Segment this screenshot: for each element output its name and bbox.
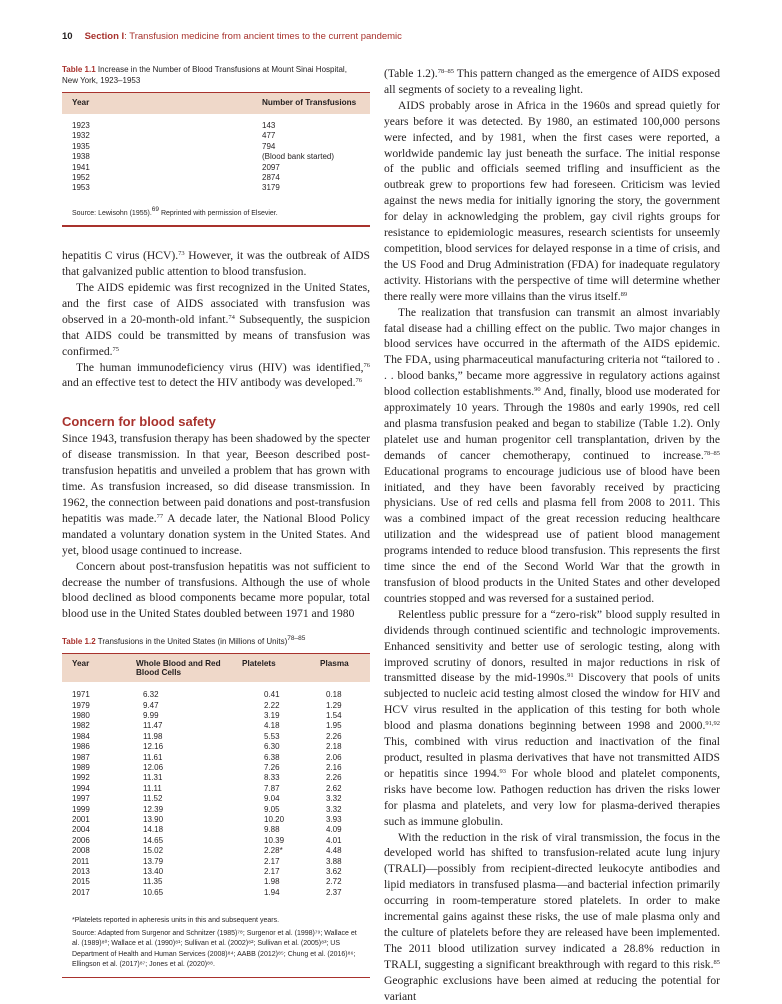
table-body <box>62 682 370 907</box>
column-header-whole-blood: Whole Blood and Red Blood Cells <box>136 659 242 677</box>
table-source: Source: Adapted from Surgenor and Schnitzer (1985)⁷⁸; Surgenor et al. (1998)⁷⁹; Wallace et al. (1989)⁸⁰; Wallace et al. (1990)⁸¹; Sullivan et al. (2002)⁸²; Sullivan et al. (2005)⁸³; US Department of Health and Human Services (2008)⁸⁴; AABB (2012)⁸⁵; Chung et al. (2016)⁸⁶; Ellingson et al. (2017)⁸⁷; Jones et al. (2020)⁸⁸. <box>72 929 360 971</box>
table-cell: 1979 <box>72 701 136 711</box>
table-cell: 11.35 <box>136 877 242 887</box>
citation: 91 <box>567 672 574 679</box>
table-cell: 2097 <box>262 163 360 173</box>
table-cell: (Blood bank started) <box>262 152 360 162</box>
paragraph-text: Educational programs to encourage judicious use of blood have been initiated, and they have been favorably received by practicing physicians. Use of red cells and plasma fell from 2008 to 2011. This was a combined impact of the great recession reducing healthcare utilization and the widespread use of patient blood management programs intended to reduce blood transfusion. This represents the first time since the end of the Second World War that the growth in transfusion of blood products in the United States and other developed countries stopped and was reversed for a sustained period. <box>384 465 720 605</box>
citation: 77 <box>157 513 164 520</box>
table-cell: 2017 <box>72 888 136 898</box>
table-cell: 2.18 <box>320 742 360 752</box>
table-cell: 1952 <box>72 173 262 183</box>
paragraph-text: The realization that transfusion can transmit an almost invariably fatal disease had a chilling effect on the public. Two major changes in blood services have occurred in the aftermath of the AIDS epidemic. The FDA, using pharmaceutical manufacturing criteria not “tailored to . . . blood banks,” became more aggressive in regulatory actions against blood collection establishments. <box>384 306 720 399</box>
table-row <box>72 173 360 183</box>
paragraph-text: Concern about post-transfusion hepatitis was not sufficient to decrease the number of transfusions. Although the use of whole blood declined as blood components became more popular, total blood use in the United States doubled between 1971 and 1980 <box>62 560 370 621</box>
table-1-1 <box>62 92 370 227</box>
table-cell: 2006 <box>72 836 136 846</box>
citation: 76 <box>356 377 363 384</box>
table-cell: 2.17 <box>242 867 320 877</box>
table-cell: 1.95 <box>320 721 360 731</box>
right-column <box>384 66 720 1004</box>
source-ref: 69 <box>152 206 159 213</box>
table-cell: 1987 <box>72 753 136 763</box>
table-row <box>72 836 360 846</box>
table-row <box>72 742 360 752</box>
table-header <box>62 93 370 114</box>
table-cell: 1.98 <box>242 877 320 887</box>
paragraph <box>62 248 370 280</box>
table-cell: 14.18 <box>136 825 242 835</box>
citation: 74 <box>228 314 235 321</box>
table-row <box>72 867 360 877</box>
table-1-2-notes <box>62 907 370 977</box>
table-cell: 1938 <box>72 152 262 162</box>
table-cell: 1992 <box>72 773 136 783</box>
table-row <box>72 846 360 856</box>
table-row <box>72 183 360 193</box>
citation: 78–85 <box>704 450 720 457</box>
table-row <box>72 805 360 815</box>
table-cell: 13.40 <box>136 867 242 877</box>
table-cell: 4.18 <box>242 721 320 731</box>
table-1-2-caption <box>62 636 370 647</box>
table-cell: 9.04 <box>242 794 320 804</box>
table-row <box>72 773 360 783</box>
column-header-year: Year <box>72 659 136 668</box>
table-cell: 10.65 <box>136 888 242 898</box>
table-row <box>72 163 360 173</box>
table-cell: 2.28* <box>242 846 320 856</box>
table-cell: 9.47 <box>136 701 242 711</box>
table-cell: 1986 <box>72 742 136 752</box>
table-cell: 4.48 <box>320 846 360 856</box>
table-cell: 5.53 <box>242 732 320 742</box>
table-cell: 2.26 <box>320 732 360 742</box>
citation: 78–85 <box>438 68 454 75</box>
paragraph <box>384 305 720 607</box>
table-cell: 3.62 <box>320 867 360 877</box>
table-cell: 2013 <box>72 867 136 877</box>
table-cell: 9.05 <box>242 805 320 815</box>
paragraph-text: Geographic exclusions have been aimed at reducing the potential for variant <box>384 974 720 1003</box>
table-row <box>72 825 360 835</box>
paragraph-text: hepatitis C virus (HCV). <box>62 249 178 262</box>
paragraph-text: Relentless public pressure for a “zero-risk” blood supply resulted in dividends through continued scientific and technologic improvements. Enhanced sensitivity and better use of serologic testing, along with improved scrutiny of donors, resulted in major reductions in risk of transmitted disease by the mid-1990s. <box>384 608 720 685</box>
table-row <box>72 877 360 887</box>
table-row <box>72 711 360 721</box>
table-cell: 2.72 <box>320 877 360 887</box>
table-cell: 2004 <box>72 825 136 835</box>
paragraph <box>62 280 370 360</box>
table-cell: 2015 <box>72 877 136 887</box>
citation: 90 <box>534 386 541 393</box>
table-cell: 12.39 <box>136 805 242 815</box>
paragraph-text: Discovery that pools of units subjected to nucleic acid testing almost closed the window for HIV and HCV virus resulted in the application of this testing for both whole blood and plasma donations beginning between 1998 and 2000. <box>384 671 720 732</box>
table-1-1-caption-text: Increase in the Number of Blood Transfusions at Mount Sinai Hospital, New York, 1923–1953 <box>62 65 347 85</box>
table-cell: 11.11 <box>136 784 242 794</box>
table-cell: 1997 <box>72 794 136 804</box>
column-header-transfusions: Number of Transfusions <box>262 96 360 110</box>
table-cell: 1932 <box>72 131 262 141</box>
paragraph <box>384 98 720 305</box>
table-cell: 6.38 <box>242 753 320 763</box>
section-label: Section I <box>85 31 125 42</box>
table-cell: 3179 <box>262 183 360 193</box>
table-row <box>72 888 360 898</box>
paragraph-text: This, combined with virus reduction and inactivation of the final product, resulted in plasma derivatives that have not transmitted AIDS or hepatitis since 1994. <box>384 735 720 780</box>
table-row <box>72 152 360 162</box>
page-number: 10 <box>62 31 73 42</box>
table-body <box>62 114 370 202</box>
paragraph-text: A decade later, the National Blood Policy mandated a voluntary donation system in the United States. And yet, blood usage continued to increase. <box>62 512 370 557</box>
table-1-2-caption-text: Transfusions in the United States (in Millions of Units) <box>98 637 288 646</box>
table-1-2 <box>62 653 370 977</box>
table-cell: 1999 <box>72 805 136 815</box>
table-cell: 2.22 <box>242 701 320 711</box>
citation: 91,92 <box>705 720 720 727</box>
table-cell: 15.02 <box>136 846 242 856</box>
citation: 89 <box>621 291 628 298</box>
table-cell: 1984 <box>72 732 136 742</box>
table-row <box>72 794 360 804</box>
section-heading: Concern for blood safety <box>62 414 370 429</box>
table-row <box>72 763 360 773</box>
running-header <box>62 31 402 42</box>
citation: 76 <box>364 362 371 369</box>
table-cell: 6.30 <box>242 742 320 752</box>
table-cell: 2.16 <box>320 763 360 773</box>
table-cell: 11.47 <box>136 721 242 731</box>
section-title: : Transfusion medicine from ancient times to the current pandemic <box>124 31 402 42</box>
table-cell: 1.54 <box>320 711 360 721</box>
table-cell: 11.52 <box>136 794 242 804</box>
paragraph <box>62 431 370 558</box>
table-cell: 1.29 <box>320 701 360 711</box>
column-header-plasma: Plasma <box>320 659 360 668</box>
table-cell: 3.32 <box>320 794 360 804</box>
citation: 73 <box>178 250 185 257</box>
table-row <box>72 142 360 152</box>
table-cell: 13.79 <box>136 857 242 867</box>
table-row <box>72 784 360 794</box>
table-1-1-source <box>62 202 370 227</box>
table-cell: 0.18 <box>320 690 360 700</box>
left-column <box>62 64 370 978</box>
table-cell: 10.39 <box>242 836 320 846</box>
paragraph <box>62 360 370 392</box>
table-cell: 3.32 <box>320 805 360 815</box>
citation: 75 <box>113 346 120 353</box>
source-text: Source: Lewisohn (1955). <box>72 210 152 217</box>
table-cell: 7.26 <box>242 763 320 773</box>
column-header-year: Year <box>72 96 262 110</box>
table-cell: 14.65 <box>136 836 242 846</box>
table-cell: 4.09 <box>320 825 360 835</box>
citation: 85 <box>714 959 721 966</box>
paragraph-text: For whole blood and platelet components, risks have become low. Pathogen reduction has driven the risks lower for plasma and platelets, and very low for plasma-derived therapies such as immune globulin. <box>384 767 720 828</box>
table-cell: 4.01 <box>320 836 360 846</box>
paragraph-text: The AIDS epidemic was first recognized in the United States, and the first case of AIDS associated with transfusion was observed in a 20-month-old infant. <box>62 281 370 326</box>
table-1-1-label: Table 1.1 <box>62 65 96 74</box>
table-cell: 477 <box>262 131 360 141</box>
table-cell: 11.61 <box>136 753 242 763</box>
table-cell: 1989 <box>72 763 136 773</box>
table-cell: 1982 <box>72 721 136 731</box>
table-cell: 13.90 <box>136 815 242 825</box>
table-cell: 1953 <box>72 183 262 193</box>
table-cell: 794 <box>262 142 360 152</box>
table-footnote: *Platelets reported in apheresis units in this and subsequent years. <box>72 916 360 927</box>
table-row <box>72 701 360 711</box>
table-cell: 2874 <box>262 173 360 183</box>
paragraph-text: However, it was the outbreak of AIDS that galvanized public attention to blood transfusion. <box>62 249 370 278</box>
paragraph-text: and an effective test to detect the HIV antibody was developed. <box>62 376 356 389</box>
table-cell: 0.41 <box>242 690 320 700</box>
paragraph-text: Subsequently, the suspicion that AIDS could be transmitted by means of transfusion was confirmed. <box>62 313 370 358</box>
table-cell: 2.06 <box>320 753 360 763</box>
table-1-1-caption <box>62 64 362 86</box>
table-row <box>72 690 360 700</box>
table-cell: 9.99 <box>136 711 242 721</box>
paragraph <box>62 559 370 623</box>
table-cell: 6.32 <box>136 690 242 700</box>
table-cell: 1994 <box>72 784 136 794</box>
table-cell: 2.17 <box>242 857 320 867</box>
paragraph-text: (Table 1.2). <box>384 67 438 80</box>
table-cell: 1971 <box>72 690 136 700</box>
table-cell: 12.16 <box>136 742 242 752</box>
citation: 93 <box>500 768 507 775</box>
table-row <box>72 721 360 731</box>
table-cell: 2.26 <box>320 773 360 783</box>
paragraph <box>384 830 720 1004</box>
table-cell: 1923 <box>72 121 262 131</box>
paragraph-text: And, finally, blood use moderated for approximately 10 years. Through the 1980s and early 1990s, red cell and plasma transfusion peaked and began to stabilize (Table 1.2). Only platelet use and human progenitor cell transplantation, driven by the demands of cancer chemotherapy, continued to increase. <box>384 385 720 462</box>
table-cell: 1935 <box>72 142 262 152</box>
table-row <box>72 131 360 141</box>
table-cell: 3.19 <box>242 711 320 721</box>
source-permission: Reprinted with permission of Elsevier. <box>159 210 278 217</box>
table-cell: 2.37 <box>320 888 360 898</box>
table-cell: 143 <box>262 121 360 131</box>
table-cell: 2.62 <box>320 784 360 794</box>
table-row <box>72 121 360 131</box>
table-row <box>72 857 360 867</box>
table-cell: 8.33 <box>242 773 320 783</box>
paragraph-text: Since 1943, transfusion therapy has been shadowed by the specter of disease transmission. In that year, Beeson described post-transfusion hepatitis and unveiled a problem that has grown with time. As transfusion increased, so did disease transmission. In 1962, the connection between paid donations and post-transfusion hepatitis was made. <box>62 432 370 525</box>
table-cell: 9.88 <box>242 825 320 835</box>
table-cell: 1941 <box>72 163 262 173</box>
table-cell: 11.31 <box>136 773 242 783</box>
table-row <box>72 753 360 763</box>
table-row <box>72 815 360 825</box>
table-cell: 3.88 <box>320 857 360 867</box>
table-1-2-label: Table 1.2 <box>62 637 96 646</box>
table-cell: 1980 <box>72 711 136 721</box>
caption-ref: 78–85 <box>287 635 305 642</box>
paragraph-text: AIDS probably arose in Africa in the 1960s and spread quietly for years before it was detected. By 1980, an estimated 100,000 persons were infected, and by 1981, when the first cases were reported, a worldwide pandemic lay just beneath the surface. The initial response of the public and officials seemed trifling and insufficient as the outbreak grew to proportions few had foreseen. Criticism was levied against the news media for initially ignoring the story, the government for delay in acknowledging the problem, gay civil rights groups for resistance to epidemiologic measures, research scientists for unseemly competition, blood services for delayed response in a time of crisis, and the US Food and Drug Administration (FDA) for inadequate regulatory activity. Historians with the perspective of time will determine whether there really were more villains than the virus itself. <box>384 99 720 303</box>
table-cell: 1.94 <box>242 888 320 898</box>
table-header <box>62 654 370 682</box>
paragraph <box>384 607 720 830</box>
table-cell: 3.93 <box>320 815 360 825</box>
table-cell: 2008 <box>72 846 136 856</box>
table-row <box>72 732 360 742</box>
paragraph <box>384 66 720 98</box>
paragraph-text: The human immunodeficiency virus (HIV) was identified, <box>76 361 364 374</box>
paragraph-text: This pattern changed as the emergence of AIDS exposed all segments of society to a revealing light. <box>384 67 720 96</box>
table-cell: 11.98 <box>136 732 242 742</box>
column-header-platelets: Platelets <box>242 659 320 668</box>
table-cell: 12.06 <box>136 763 242 773</box>
table-cell: 2001 <box>72 815 136 825</box>
table-cell: 2011 <box>72 857 136 867</box>
table-cell: 7.87 <box>242 784 320 794</box>
paragraph-text: With the reduction in the risk of viral transmission, the focus in the developed world has shifted to transfusion-related acute lung injury (TRALI)—possibly from recipient-directed leukocyte antibodies and lipid mediators in transfused plasma—and bacterial infection primarily occurring in room-temperature stored platelets. In order to make incremental gains against these risks, the use of male plasma only and the culture of platelets before they are released have been implemented. The 2011 blood utilization survey indicated a 28.8% reduction in TRALI, suggesting a significant breakthrough with regard to this risk. <box>384 831 720 971</box>
table-cell: 10.20 <box>242 815 320 825</box>
